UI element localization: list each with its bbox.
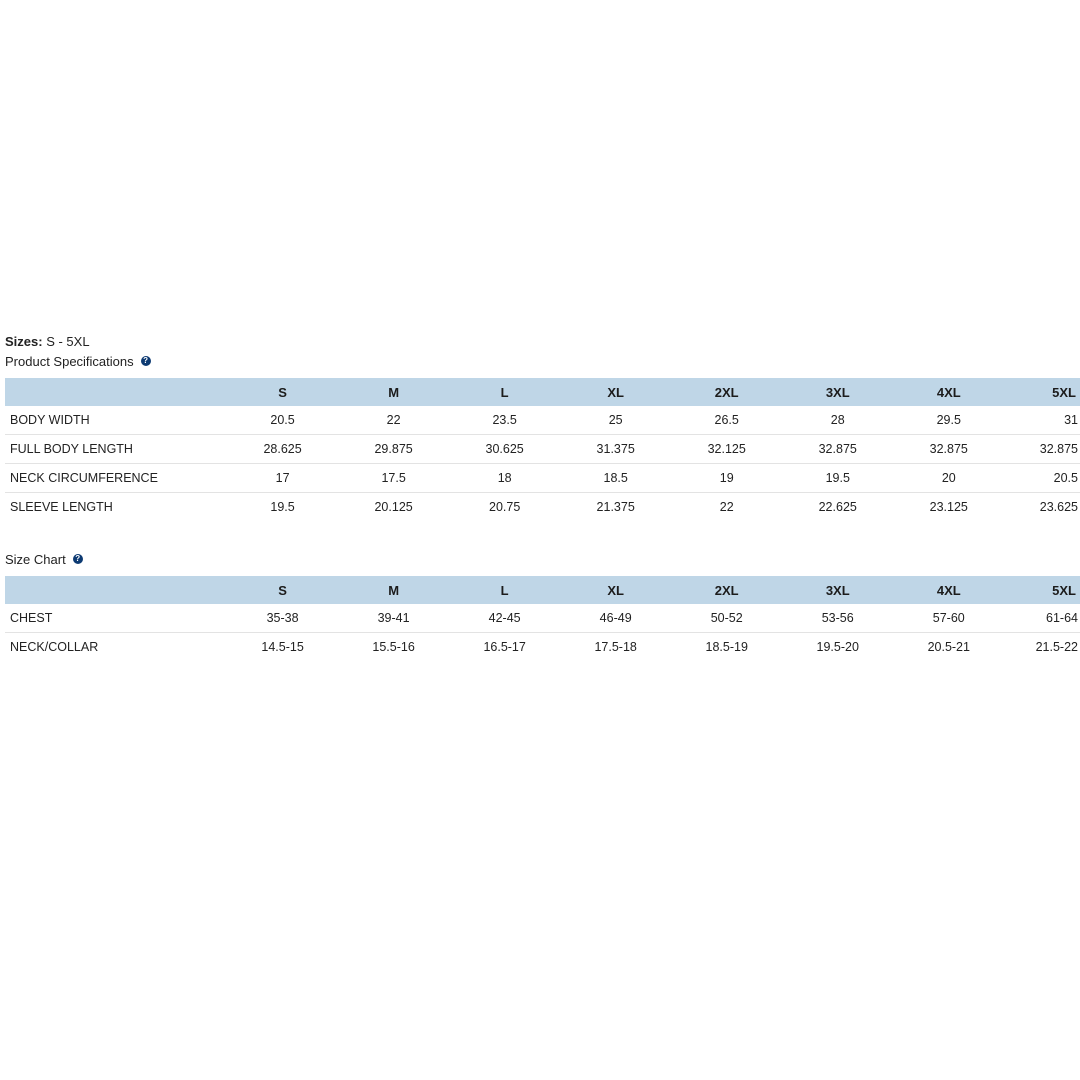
column-header-size: 4XL [936, 384, 961, 400]
table-cell: 21.375 [596, 500, 635, 514]
column-header-size: 5XL [1052, 582, 1076, 598]
table-cell: 23.625 [1039, 500, 1078, 514]
table-cell: 32.875 [782, 435, 893, 464]
table-cell: 17 [227, 464, 338, 493]
table-cell: 18 [449, 464, 560, 493]
column-header-size: 3XL [825, 384, 850, 400]
product-specifications-heading [5, 352, 1080, 370]
table-cell: 28.625 [227, 435, 338, 464]
table-cell: 31 [1004, 406, 1080, 435]
table-cell: 23.125 [929, 500, 968, 514]
table-cell: 35-38 [227, 604, 338, 633]
row-label: BODY WIDTH [5, 406, 227, 435]
table-row [5, 406, 1080, 435]
table-row [5, 464, 1080, 493]
table-cell: 29.875 [338, 435, 449, 464]
table-cell: 18.5-19 [705, 640, 748, 654]
column-header-size: 2XL [714, 384, 739, 400]
table-cell: 22 [338, 406, 449, 435]
row-label: CHEST [5, 604, 227, 633]
product-specifications-title: Product Specifications [5, 353, 134, 369]
sizes-line [5, 333, 1080, 350]
column-header-size: S [278, 384, 287, 400]
table-cell: 15.5-16 [372, 640, 415, 654]
table-cell: 23.5 [449, 406, 560, 435]
table-row [5, 604, 1080, 633]
size-chart-body [5, 604, 1080, 661]
table-cell: 20.5 [227, 406, 338, 435]
table-cell: 28 [782, 406, 893, 435]
table-row [5, 633, 1080, 662]
table-cell: 25 [560, 406, 671, 435]
column-header-size: M [388, 582, 400, 598]
table-row [5, 493, 1080, 522]
product-specifications-body [5, 406, 1080, 521]
question-circle-icon[interactable]: ? [73, 554, 83, 564]
column-header-blank [5, 576, 227, 604]
table-cell: 22.625 [818, 500, 857, 514]
table-cell: 53-56 [782, 604, 893, 633]
table-cell: 61-64 [1004, 604, 1080, 633]
table-cell: 20 [893, 464, 1004, 493]
size-chart-heading [5, 550, 1080, 568]
column-header-size: XL [607, 582, 624, 598]
table-cell: 17.5-18 [594, 640, 637, 654]
table-cell: 19.5-20 [816, 640, 859, 654]
table-cell: 30.625 [449, 435, 560, 464]
table-cell: 39-41 [338, 604, 449, 633]
column-header-size: 3XL [825, 582, 850, 598]
size-chart-title: Size Chart [5, 551, 66, 567]
table-cell: 19.5 [782, 464, 893, 493]
table-cell: 21.5-22 [1035, 640, 1078, 654]
table-cell: 20.75 [489, 500, 521, 514]
column-header-size: 2XL [714, 582, 739, 598]
size-chart-table [5, 576, 1080, 661]
table-cell: 17.5 [338, 464, 449, 493]
table-cell: 57-60 [893, 604, 1004, 633]
table-cell: 26.5 [671, 406, 782, 435]
table-cell: 32.875 [1004, 435, 1080, 464]
table-header-row [5, 576, 1080, 604]
table-cell: 31.375 [560, 435, 671, 464]
column-header-size: M [388, 384, 400, 400]
sizes-label: Sizes: [5, 334, 43, 349]
table-cell: 22 [719, 500, 734, 514]
table-cell: 50-52 [671, 604, 782, 633]
table-cell: 32.875 [893, 435, 1004, 464]
row-label: FULL BODY LENGTH [5, 435, 227, 464]
question-circle-icon[interactable]: ? [141, 356, 151, 366]
table-cell: 16.5-17 [483, 640, 526, 654]
table-cell: 29.5 [893, 406, 1004, 435]
table-cell: 18.5 [560, 464, 671, 493]
column-header-size: 5XL [1052, 384, 1076, 400]
column-header-size: 4XL [936, 582, 961, 598]
table-cell: 32.125 [671, 435, 782, 464]
product-specifications-table [5, 378, 1080, 521]
table-cell: 14.5-15 [261, 640, 304, 654]
size-info-panel [5, 333, 1080, 661]
column-header-size: XL [607, 384, 624, 400]
sizes-value: S - 5XL [46, 334, 90, 349]
column-header-size: S [278, 582, 287, 598]
table-header-row [5, 378, 1080, 406]
table-cell: 42-45 [449, 604, 560, 633]
table-cell: 19 [671, 464, 782, 493]
row-label: NECK/COLLAR [10, 640, 99, 654]
column-header-size: L [500, 384, 509, 400]
table-cell: 20.5 [1004, 464, 1080, 493]
column-header-blank [5, 378, 227, 406]
table-row [5, 435, 1080, 464]
row-label: NECK CIRCUMFERENCE [5, 464, 227, 493]
table-cell: 46-49 [560, 604, 671, 633]
row-label: SLEEVE LENGTH [10, 500, 113, 514]
table-cell: 20.125 [374, 500, 413, 514]
table-cell: 19.5 [270, 500, 295, 514]
table-cell: 20.5-21 [927, 640, 970, 654]
column-header-size: L [500, 582, 509, 598]
